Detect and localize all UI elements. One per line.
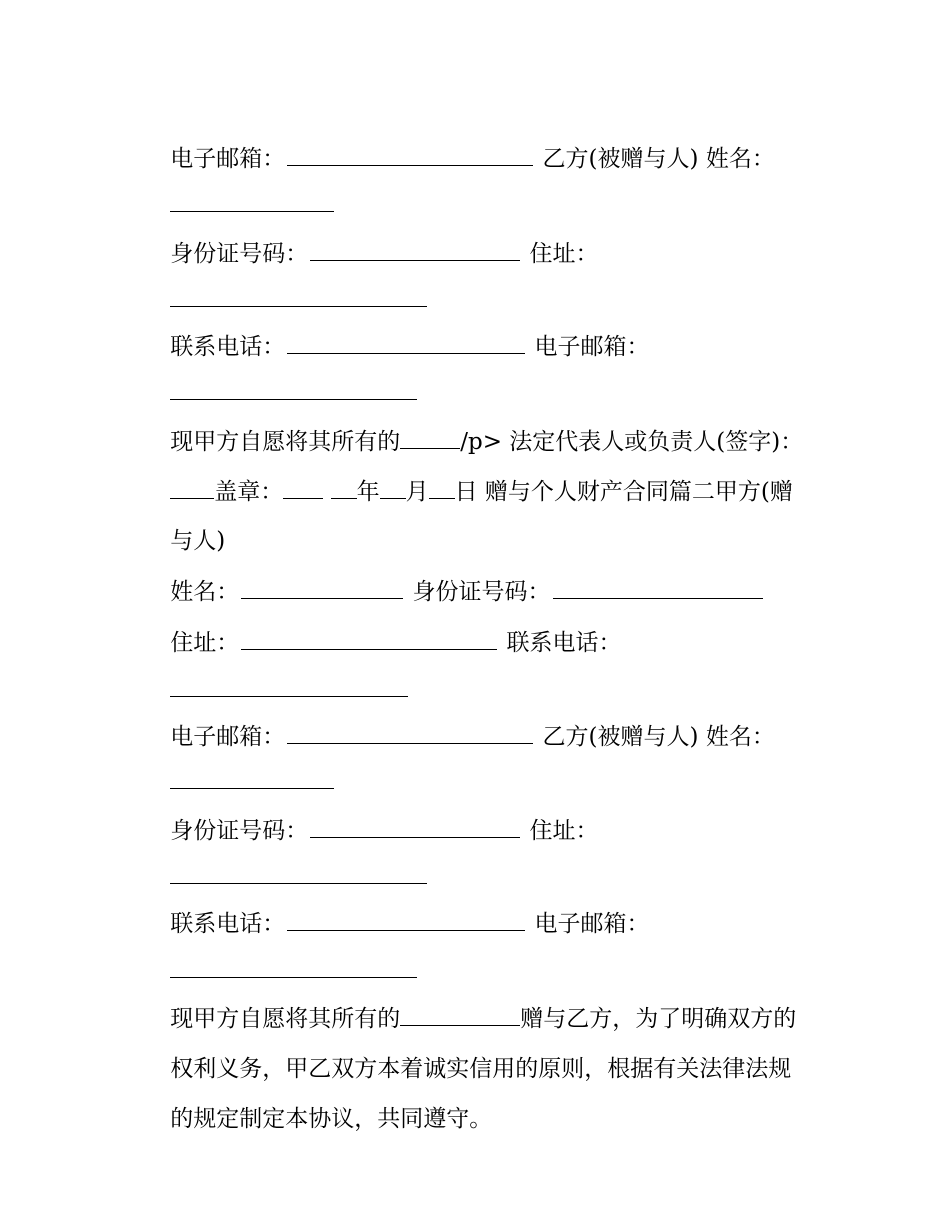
- rights-text: 权利义务，甲乙双方本着诚实信用的原则，根据有关法律法规: [170, 1056, 792, 1082]
- party-b-name-label-2: 乙方(被赠与人) 姓名：: [535, 724, 775, 750]
- phone-label-2: 联系电话：: [499, 630, 622, 656]
- seal-blank: [283, 497, 323, 499]
- legal-rep-label: /p> 法定代表人或负责人(签字)：: [460, 429, 804, 455]
- address-label-3: 住址：: [522, 818, 599, 844]
- gift-intro-2: 现甲方自愿将其所有的: [170, 1006, 401, 1032]
- day-blank: [429, 497, 455, 499]
- email-label-3: 电子邮箱：: [170, 724, 286, 750]
- seal-date-line: [141, 447, 793, 537]
- spacer: [323, 479, 330, 505]
- address-label-2: 住址：: [170, 630, 240, 656]
- agreement-text: 的规定制定本协议，共同遵守。: [170, 1106, 493, 1132]
- id-number-label: 身份证号码：: [170, 241, 309, 267]
- gift-purpose: 赠与乙方，为了明确双方的: [520, 1006, 797, 1032]
- month-blank: [380, 497, 406, 499]
- gift-intro: 现甲方自愿将其所有的: [170, 429, 401, 455]
- email-label-4: 电子邮箱：: [527, 911, 650, 937]
- seal-label: 盖章：: [214, 479, 284, 505]
- email-label: 电子邮箱：: [170, 146, 286, 172]
- name-label: 姓名：: [170, 579, 240, 605]
- day-and-title: 日 赠与个人财产合同篇二甲方(赠: [454, 479, 793, 505]
- year-label: 年: [356, 479, 380, 505]
- month-label: 月: [405, 479, 429, 505]
- id-number-label-2: 身份证号码：: [405, 579, 551, 605]
- phone-label: 联系电话：: [170, 334, 286, 360]
- address-label: 住址：: [522, 241, 599, 267]
- agreement-line: [141, 1074, 492, 1164]
- party-a-title-tail: 与人): [170, 528, 226, 554]
- email-label-2: 电子邮箱：: [527, 334, 650, 360]
- party-b-name-label: 乙方(被赠与人) 姓名：: [535, 146, 775, 172]
- year-blank: [331, 497, 357, 499]
- phone-label-3: 联系电话：: [170, 911, 286, 937]
- id-number-label-3: 身份证号码：: [170, 818, 309, 844]
